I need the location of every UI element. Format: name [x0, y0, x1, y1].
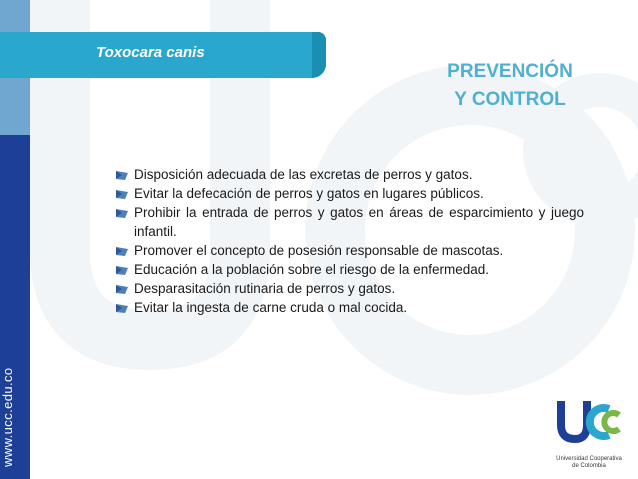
list-item-text: Disposición adecuada de las excretas de perros y gatos. [134, 167, 473, 182]
list-item [116, 165, 584, 184]
bullet-list [116, 165, 584, 317]
header-bar [0, 32, 326, 78]
list-item [116, 260, 584, 279]
university-logo [553, 395, 625, 470]
arrow-bullet-icon [116, 303, 128, 313]
list-item [116, 279, 584, 298]
list-item-text: Evitar la ingesta de carne cruda o mal cocida. [134, 300, 408, 315]
arrow-bullet-icon [116, 284, 128, 294]
logo-caption-line-1: Universidad Cooperativa [556, 456, 622, 462]
list-item [116, 184, 584, 203]
arrow-bullet-icon [116, 265, 128, 275]
list-item-text: Prohibir la entrada de perros y gatos en áreas de esparcimiento y juego infantil. [134, 205, 584, 239]
list-item-text: Evitar la defecación de perros y gatos en lugares públicos. [134, 186, 484, 201]
header-title: Toxocara canis [96, 44, 205, 61]
list-item-text: Promover el concepto de posesión responsable de mascotas. [134, 243, 504, 258]
section-title [410, 58, 610, 114]
list-item-text: Desparasitación rutinaria de perros y gatos. [134, 281, 396, 296]
list-item [116, 298, 584, 317]
list-item [116, 203, 584, 241]
arrow-bullet-icon [116, 189, 128, 199]
section-title-line-2: Y CONTROL [454, 89, 566, 110]
ucc-logo-mark [553, 395, 625, 449]
arrow-bullet-icon [116, 170, 128, 180]
list-item [116, 241, 584, 260]
arrow-bullet-icon [116, 208, 128, 218]
logo-caption [553, 456, 625, 470]
website-url: www.ucc.edu.co [0, 367, 15, 467]
section-title-line-1: PREVENCIÓN [447, 61, 573, 82]
arrow-bullet-icon [116, 246, 128, 256]
logo-caption-line-2: de Colombia [572, 463, 606, 469]
list-item-text: Educación a la población sobre el riesgo de la enfermedad. [134, 262, 489, 277]
header-bar-accent [312, 32, 326, 78]
